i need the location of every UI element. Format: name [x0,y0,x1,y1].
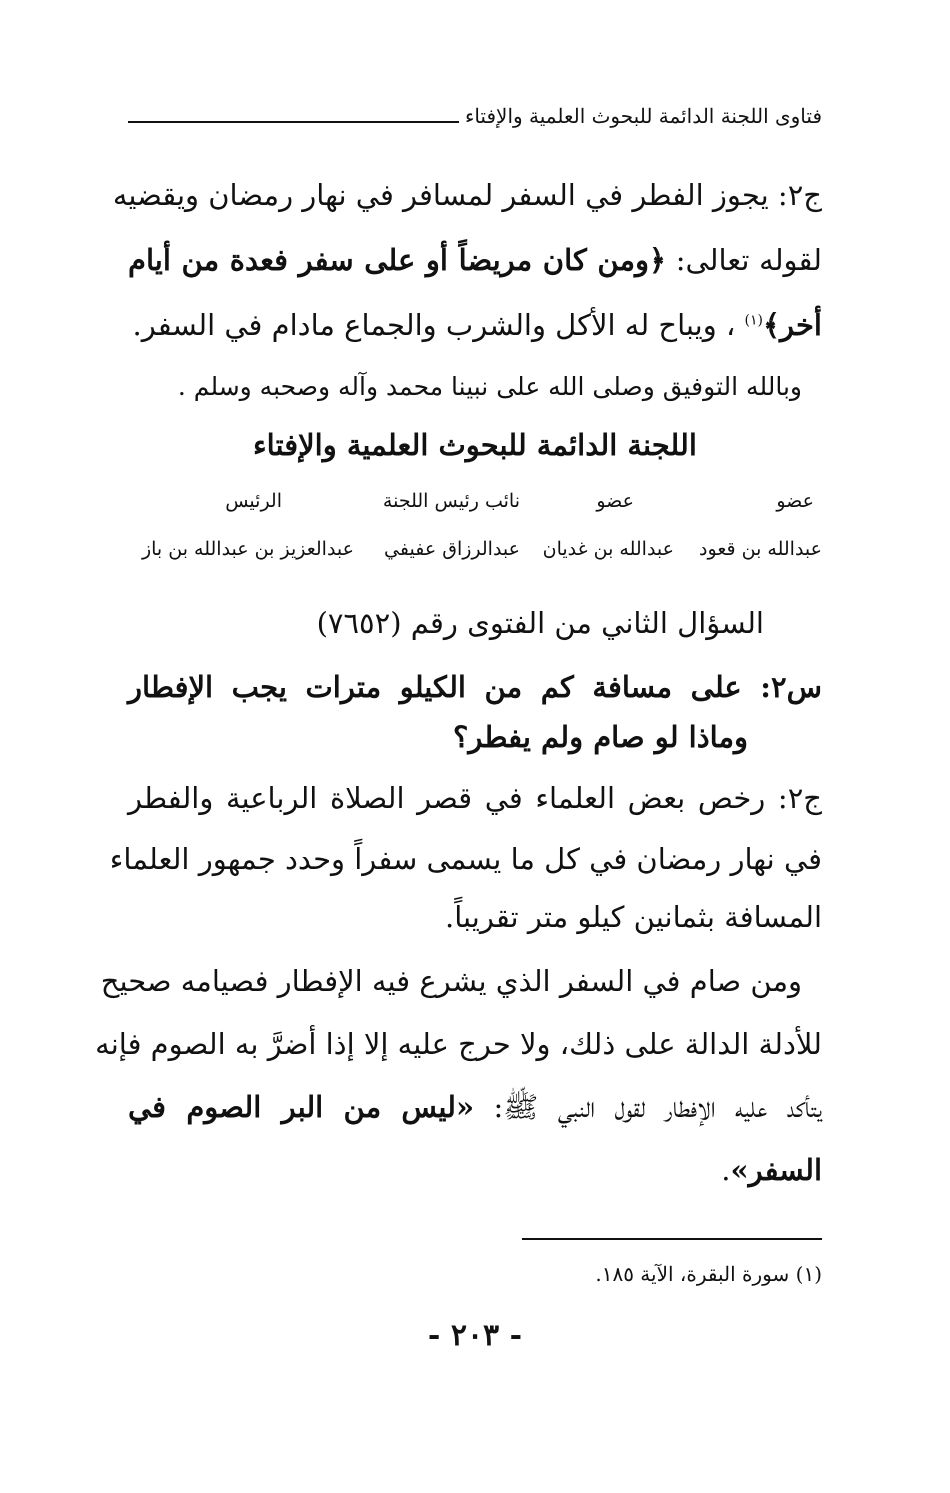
question2-line1: س٢: على مسافة كم من الكيلو مترات يجب الإفطار [128,670,822,704]
footnote: (١) سورة البقرة، الآية ١٨٥. [595,1262,822,1286]
header-title: فتاوى اللجنة الدائمة للبحوث العلمية والإفتاء [464,104,822,128]
paragraph-line4 [128,1153,822,1187]
quran-verse: ﴿ومن كان مريضاً أو على سفر فعدة من أيام [128,243,666,277]
member-name-1: عبدالله بن قعود [699,538,822,560]
hadith-quote-end: السفر» [730,1153,822,1187]
role-1: عضو [776,490,814,512]
role-4: الرئيس [225,490,282,512]
answer2-line1: ج٢: رخص بعض العلماء في قصر الصلاة الرباعية والفطر [128,781,822,815]
quran-verse-end: أخر﴾ [763,308,822,342]
header-rule [128,121,459,123]
answer1-line1: ج٢: يجوز الفطر في السفر لمسافر في نهار رمضان ويقضيه [112,178,822,212]
footnote-divider [522,1238,822,1240]
paragraph-line1: ومن صام في السفر الذي يشرع فيه الإفطار فصيامه صحيح [100,964,802,998]
answer1-line3 [128,308,822,342]
member-name-2: عبدالله بن غديان [542,538,674,560]
role-2: عضو [596,490,634,512]
paragraph-line2: للأدلة الدالة على ذلك، ولا حرج عليه إلا إذا أضرَّ به الصوم فإنه [95,1027,822,1061]
member-name-3: عبدالرزاق عفيفي [384,538,520,560]
hadith-quote: «ليس من البر الصوم في [128,1090,475,1124]
paragraph-line3-plain: يتأكد عليه الإفطار لقول النبي ﷺ: [493,1090,822,1124]
page-number: - ٢٠٣ - [427,1318,523,1353]
page-header [128,104,822,128]
member-name-4: عبدالعزيز بن عبدالله بن باز [141,538,354,560]
answer1-line2 [128,243,822,277]
answer1-line3-plain: ، ويباح له الأكل والشرب والجماع مادام في السفر. [132,308,736,342]
answer2-line3: المسافة بثمانين كيلو متر تقريباً. [444,900,822,934]
question2-heading: السؤال الثاني من الفتوى رقم (٧٦٥٢) [316,606,764,640]
paragraph-line4-plain: . [721,1153,731,1187]
answer2-line2: في نهار رمضان في كل ما يسمى سفراً وحدد جمهور العلماء [109,842,822,876]
paragraph-line3 [128,1090,822,1132]
closing-line: وبالله التوفيق وصلى الله على نبينا محمد وآله وصحبه وسلم . [177,372,802,401]
footnote-ref: (١) [744,312,764,329]
committee-title: اللجنة الدائمة للبحوث العلمية والإفتاء [253,428,697,462]
question2-line2: وماذا لو صام ولم يفطر؟ [452,720,748,754]
role-3: نائب رئيس اللجنة [382,490,520,512]
answer1-line2-plain: لقوله تعالى: [675,243,823,277]
